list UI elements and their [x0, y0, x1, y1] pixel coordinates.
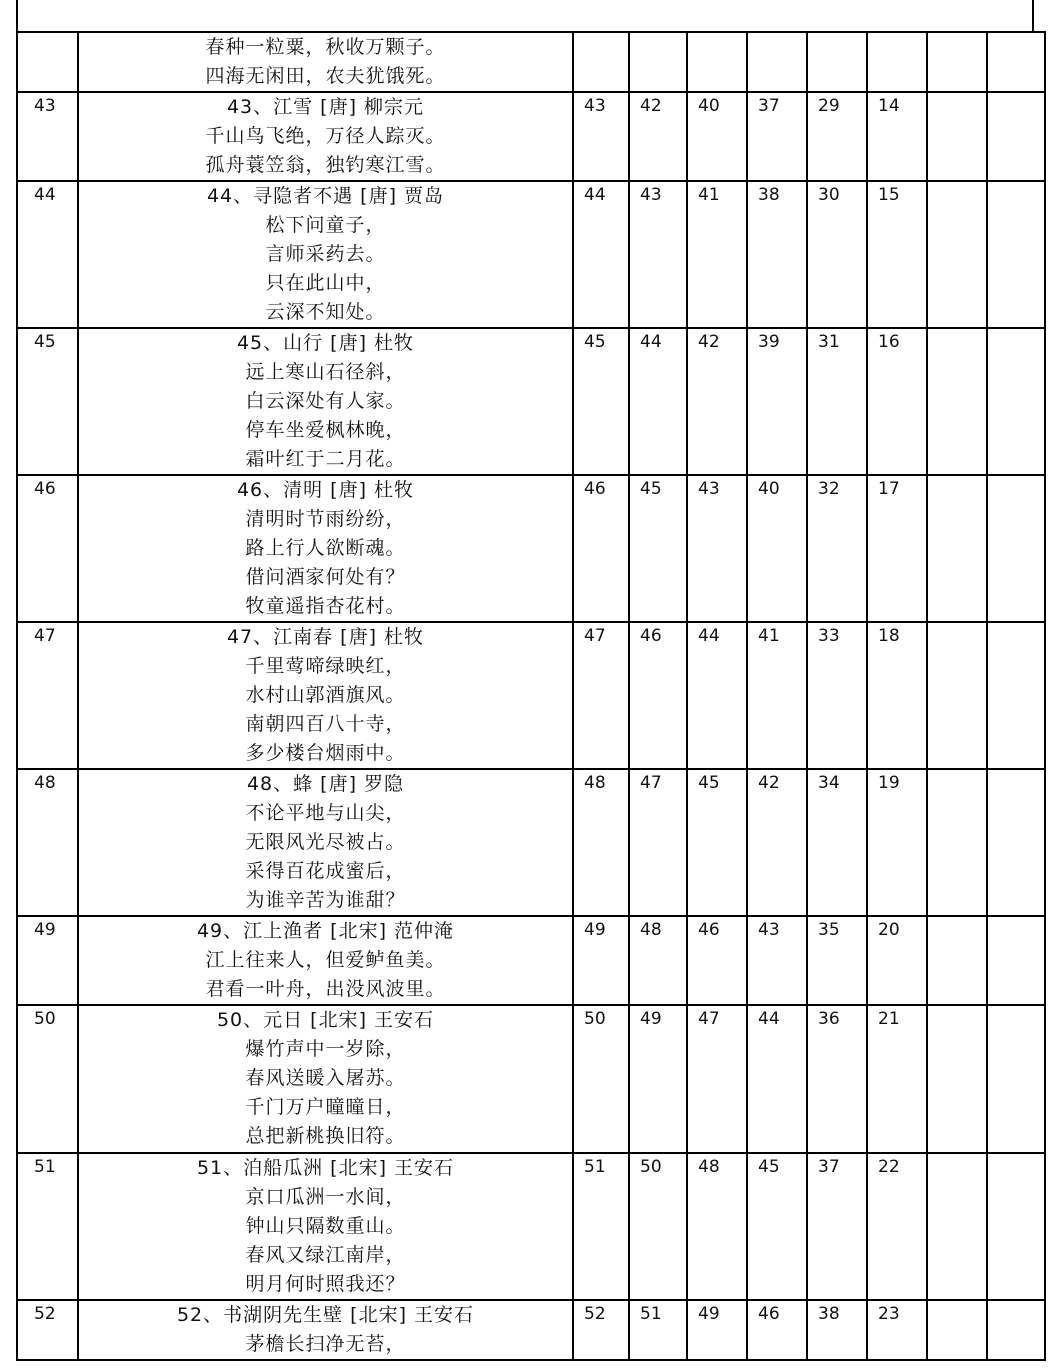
- number-cell: 48: [687, 1153, 747, 1300]
- number-cell: 45: [747, 1153, 807, 1300]
- poem-line: 停车坐爱枫林晚，: [245, 419, 406, 441]
- row-index-cell: 48: [17, 769, 78, 916]
- poem-cell: [78, 1153, 573, 1300]
- table-row: [17, 1005, 1045, 1153]
- row-index-cell: 51: [17, 1153, 78, 1300]
- number-cell: 39: [747, 328, 807, 475]
- number-cell: [747, 32, 807, 92]
- poem-cell: [78, 475, 573, 622]
- poem-line: 孤舟蓑笠翁，独钓寒江雪。: [205, 154, 446, 176]
- poem-line: 牧童遥指杏花村。: [245, 595, 406, 617]
- number-cell: 38: [747, 181, 807, 328]
- poem-title: 43、江雪 [唐] 柳宗元: [226, 96, 425, 118]
- number-cell: 49: [573, 916, 629, 1005]
- number-cell: 46: [747, 1300, 807, 1360]
- poem-table: [16, 31, 1046, 1361]
- poem-line: 霜叶红于二月花。: [245, 448, 406, 470]
- table-body: [17, 32, 1045, 1360]
- number-cell: [987, 181, 1045, 328]
- number-cell: 43: [687, 475, 747, 622]
- number-cell: [629, 32, 687, 92]
- number-cell: 35: [807, 916, 867, 1005]
- number-cell: 40: [747, 475, 807, 622]
- number-cell: [987, 1300, 1045, 1360]
- poem-line: 京口瓜洲一水间，: [245, 1186, 406, 1208]
- number-cell: 46: [687, 916, 747, 1005]
- number-cell: 17: [867, 475, 927, 622]
- number-cell: 49: [687, 1300, 747, 1360]
- poem-line: 采得百花成蜜后，: [245, 860, 406, 882]
- poem-cell: [78, 1005, 573, 1153]
- number-cell: 51: [629, 1300, 687, 1360]
- number-cell: 46: [629, 622, 687, 769]
- number-cell: [987, 328, 1045, 475]
- number-cell: 21: [867, 1005, 927, 1153]
- poem-line: 无限风光尽被占。: [245, 831, 406, 853]
- poem-title: 50、元日 [北宋] 王安石: [216, 1009, 435, 1031]
- poem-cell: [78, 1300, 573, 1360]
- number-cell: 43: [629, 181, 687, 328]
- poem-line: 钟山只隔数重山。: [245, 1215, 406, 1237]
- number-cell: 16: [867, 328, 927, 475]
- poem-line: 远上寒山石径斜，: [245, 361, 406, 383]
- table-row: [17, 1300, 1045, 1360]
- number-cell: [927, 916, 987, 1005]
- poem-line: 茅檐长扫净无苔，: [245, 1333, 406, 1355]
- poem-title: 52、书湖阴先生壁 [北宋] 王安石: [176, 1304, 475, 1326]
- number-cell: 44: [747, 1005, 807, 1153]
- poem-line: 春风送暖入屠苏。: [245, 1067, 406, 1089]
- poem-title: 44、寻隐者不遇 [唐] 贾岛: [206, 185, 445, 207]
- table-row: [17, 1153, 1045, 1300]
- table-row: [17, 916, 1045, 1005]
- poem-line: 白云深处有人家。: [245, 390, 406, 412]
- number-cell: 23: [867, 1300, 927, 1360]
- poem-line: 春风又绿江南岸，: [245, 1244, 406, 1266]
- poem-title: 49、江上渔者 [北宋] 范仲淹: [196, 920, 455, 942]
- number-cell: 42: [629, 92, 687, 181]
- number-cell: 19: [867, 769, 927, 916]
- number-cell: 37: [747, 92, 807, 181]
- poem-line: 南朝四百八十寺，: [245, 713, 406, 735]
- table-row: [17, 328, 1045, 475]
- number-cell: 47: [687, 1005, 747, 1153]
- poem-title: 51、泊船瓜洲 [北宋] 王安石: [196, 1157, 455, 1179]
- number-cell: [927, 1153, 987, 1300]
- number-cell: 18: [867, 622, 927, 769]
- poem-line: 千门万户曈曈日，: [245, 1096, 406, 1118]
- number-cell: 45: [573, 328, 629, 475]
- poem-line: 云深不知处。: [265, 301, 386, 323]
- poem-line: 只在此山中，: [265, 272, 386, 294]
- poem-line: 水村山郭酒旗风。: [245, 684, 406, 706]
- poem-line: 为谁辛苦为谁甜？: [245, 889, 406, 911]
- number-cell: 50: [629, 1153, 687, 1300]
- number-cell: 20: [867, 916, 927, 1005]
- poem-line: 明月何时照我还？: [245, 1273, 406, 1295]
- number-cell: 44: [687, 622, 747, 769]
- number-cell: [927, 92, 987, 181]
- number-cell: 44: [573, 181, 629, 328]
- number-cell: 33: [807, 622, 867, 769]
- number-cell: [927, 328, 987, 475]
- poem-line: 不论平地与山尖，: [245, 802, 406, 824]
- number-cell: [987, 92, 1045, 181]
- row-index-cell: 45: [17, 328, 78, 475]
- number-cell: [987, 1005, 1045, 1153]
- table-row: [17, 622, 1045, 769]
- number-cell: 47: [629, 769, 687, 916]
- poem-line: 千山鸟飞绝，万径人踪灭。: [205, 125, 446, 147]
- number-cell: 51: [573, 1153, 629, 1300]
- number-cell: [987, 32, 1045, 92]
- number-cell: [687, 32, 747, 92]
- poem-title: 47、江南春 [唐] 杜牧: [226, 626, 425, 648]
- poem-cell: [78, 181, 573, 328]
- table-row: [17, 32, 1045, 92]
- number-cell: 48: [629, 916, 687, 1005]
- row-index-cell: 49: [17, 916, 78, 1005]
- number-cell: 45: [629, 475, 687, 622]
- number-cell: 50: [573, 1005, 629, 1153]
- poem-line: 爆竹声中一岁除，: [245, 1038, 406, 1060]
- table-row: [17, 92, 1045, 181]
- number-cell: [987, 1153, 1045, 1300]
- number-cell: 15: [867, 181, 927, 328]
- number-cell: 31: [807, 328, 867, 475]
- row-index-cell: 46: [17, 475, 78, 622]
- number-cell: [807, 32, 867, 92]
- poem-line: 松下问童子，: [265, 214, 386, 236]
- number-cell: 43: [573, 92, 629, 181]
- poem-line: 千里莺啼绿映红，: [245, 655, 406, 677]
- number-cell: [927, 1300, 987, 1360]
- number-cell: 38: [807, 1300, 867, 1360]
- poem-cell: [78, 328, 573, 475]
- number-cell: [927, 622, 987, 769]
- number-cell: 30: [807, 181, 867, 328]
- number-cell: 37: [807, 1153, 867, 1300]
- row-index-cell: 50: [17, 1005, 78, 1153]
- table-row: [17, 181, 1045, 328]
- number-cell: [987, 769, 1045, 916]
- number-cell: [927, 1005, 987, 1153]
- number-cell: [987, 916, 1045, 1005]
- poem-cell: [78, 916, 573, 1005]
- number-cell: [927, 181, 987, 328]
- number-cell: [987, 622, 1045, 769]
- poem-cell: [78, 622, 573, 769]
- poem-line: 借问酒家何处有？: [245, 566, 406, 588]
- poem-cell: [78, 769, 573, 916]
- poem-title: 45、山行 [唐] 杜牧: [236, 332, 415, 354]
- number-cell: 14: [867, 92, 927, 181]
- poem-line: 江上往来人，但爱鲈鱼美。: [205, 949, 446, 971]
- number-cell: 41: [747, 622, 807, 769]
- poem-title: 46、清明 [唐] 杜牧: [236, 479, 415, 501]
- top-right-edge: [1032, 0, 1034, 31]
- poem-line: 清明时节雨纷纷，: [245, 508, 406, 530]
- row-index-cell: 43: [17, 92, 78, 181]
- number-cell: [927, 32, 987, 92]
- poem-title: 48、蜂 [唐] 罗隐: [246, 773, 405, 795]
- poem-line: 多少楼台烟雨中。: [245, 742, 406, 764]
- number-cell: 41: [687, 181, 747, 328]
- row-index-cell: [17, 32, 78, 92]
- row-index-cell: 47: [17, 622, 78, 769]
- number-cell: 45: [687, 769, 747, 916]
- poem-cell: [78, 92, 573, 181]
- poem-line: 路上行人欲断魂。: [245, 537, 406, 559]
- poem-line: 言师采药去。: [265, 243, 386, 265]
- number-cell: [573, 32, 629, 92]
- number-cell: 49: [629, 1005, 687, 1153]
- number-cell: 36: [807, 1005, 867, 1153]
- table-row: [17, 769, 1045, 916]
- number-cell: 40: [687, 92, 747, 181]
- row-index-cell: 52: [17, 1300, 78, 1360]
- number-cell: 47: [573, 622, 629, 769]
- poem-line: 君看一叶舟，出没风波里。: [205, 978, 446, 1000]
- number-cell: 43: [747, 916, 807, 1005]
- number-cell: 22: [867, 1153, 927, 1300]
- number-cell: 52: [573, 1300, 629, 1360]
- poem-line: 四海无闲田，农夫犹饿死。: [205, 65, 446, 87]
- number-cell: 42: [747, 769, 807, 916]
- poem-line: 春种一粒粟，秋收万颗子。: [205, 36, 446, 58]
- number-cell: 32: [807, 475, 867, 622]
- number-cell: 46: [573, 475, 629, 622]
- number-cell: 48: [573, 769, 629, 916]
- number-cell: [867, 32, 927, 92]
- number-cell: 44: [629, 328, 687, 475]
- number-cell: 34: [807, 769, 867, 916]
- number-cell: 42: [687, 328, 747, 475]
- number-cell: [927, 769, 987, 916]
- poem-cell: [78, 32, 573, 92]
- number-cell: [927, 475, 987, 622]
- top-left-edge: [16, 0, 18, 31]
- number-cell: 29: [807, 92, 867, 181]
- row-index-cell: 44: [17, 181, 78, 328]
- table-row: [17, 475, 1045, 622]
- poem-line: 总把新桃换旧符。: [245, 1125, 406, 1147]
- number-cell: [987, 475, 1045, 622]
